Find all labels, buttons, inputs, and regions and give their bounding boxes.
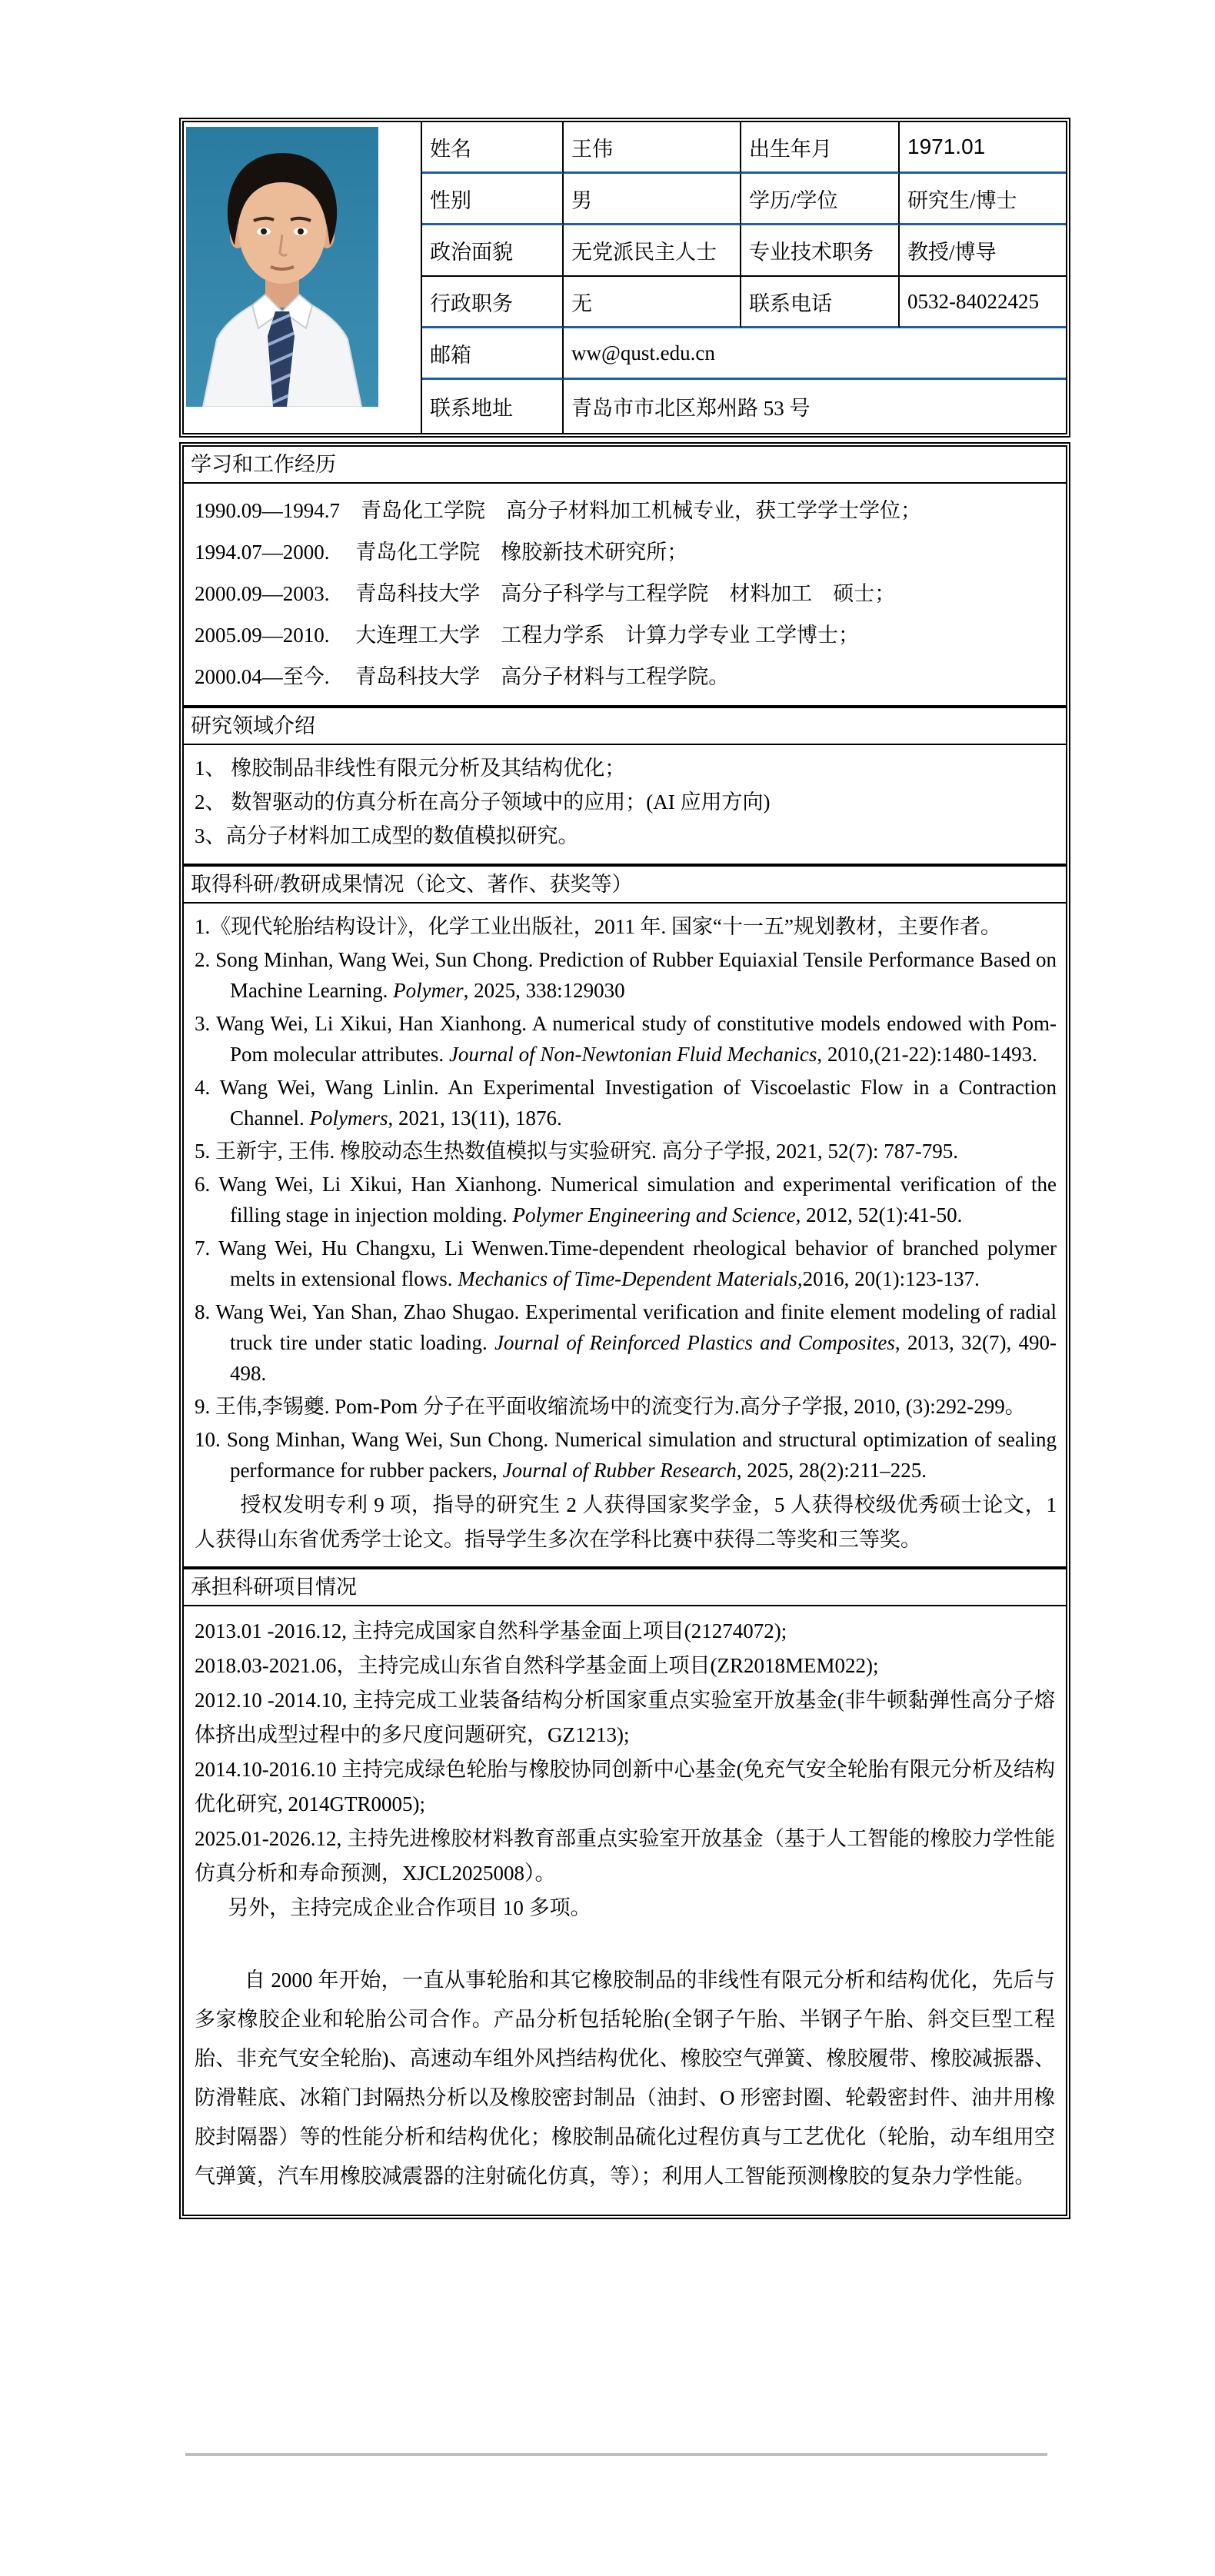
enterprise-projects-note: 另外，主持完成企业合作项目 10 多项。	[228, 1896, 591, 1919]
section-body-research-areas	[184, 745, 1066, 864]
section-body-projects	[184, 1606, 1066, 2215]
pupil-left	[261, 228, 267, 235]
value-birth: 1971.01	[900, 122, 1066, 174]
label-political: 政治面貌	[422, 225, 564, 277]
value-phone: 0532-84022425	[900, 277, 1066, 328]
education-row: 2000.04—至今. 青岛科技大学 高分子材料与工程学院。	[195, 665, 730, 688]
bottom-divider	[185, 2453, 1047, 2456]
value-admin-post: 无	[564, 277, 741, 328]
label-email: 邮箱	[422, 328, 564, 380]
value-address: 青岛市市北区郑州路 53 号	[571, 397, 811, 420]
project-item: 2025.01-2026.12, 主持先进橡胶材料教育部重点实验室开放基金（基于人工智能的橡胶力学性能仿真分析和寿命预测，XJCL2025008）。	[195, 1827, 1055, 1885]
publication-item: 1.《现代轮胎结构设计》，化学工业出版社，2011 年. 国家“十一五”规划教材，主要作者。	[195, 915, 1001, 938]
personal-info-table	[179, 118, 1070, 438]
publication-item: 9. 王伟,李锡夔. Pom-Pom 分子在平面收缩流场中的流变行为.高分子学报, 2010, (3):292-299。	[195, 1395, 1026, 1418]
label-birth: 出生年月	[741, 122, 900, 174]
section-title-education: 学习和工作经历	[184, 447, 1066, 484]
value-name: 王伟	[564, 122, 741, 174]
project-item: 2014.10-2016.10 主持完成绿色轮胎与橡胶协同创新中心基金(免充气安全轮胎有限元分析及结构优化研究, 2014GTR0005);	[195, 1758, 1055, 1816]
publication-item: 10. Song Minhan, Wang Wei, Sun Chong. Numerical simulation and structural optimization of sealing performance for rubber packers, Journal of Rubber Research, 2025, 28(2):211–225.	[195, 1428, 1057, 1482]
publication-item: 6. Wang Wei, Li Xikui, Han Xianhong. Numerical simulation and experimental verification of the filling stage in injection molding. Polymer Engineering and Science, 2012, 52(1):41-50.	[195, 1173, 1057, 1226]
awards-note: 授权发明专利 9 项，指导的研究生 2 人获得国家奖学金，5 人获得校级优秀硕士论文，1 人获得山东省优秀学士论文。指导学生多次在学科比赛中获得二等奖和三等奖。	[195, 1493, 1057, 1551]
label-title: 专业技术职务	[741, 225, 900, 277]
cv-content-table	[179, 442, 1070, 2219]
project-item: 2012.10 -2014.10, 主持完成工业装备结构分析国家重点实验室开放基金(非牛顿黏弹性高分子熔体挤出成型过程中的多尺度问题研究，GZ1213);	[195, 1689, 1055, 1746]
publication-item: 5. 王新宇, 王伟. 橡胶动态生热数值模拟与实验研究. 高分子学报, 2021, 52(7): 787-795.	[195, 1140, 958, 1163]
value-gender: 男	[564, 174, 741, 225]
section-body-achievements	[184, 904, 1066, 1566]
value-title: 教授/博导	[900, 225, 1066, 277]
project-item: 2013.01 -2016.12, 主持完成国家自然科学基金面上项目(21274072);	[195, 1619, 787, 1642]
section-title-projects: 承担科研项目情况	[184, 1566, 1066, 1606]
label-degree: 学历/学位	[741, 174, 900, 225]
label-address: 联系地址	[422, 380, 564, 433]
pupil-right	[298, 228, 304, 235]
education-row: 1990.09—1994.7 青岛化工学院 高分子材料加工机械专业，获工学学士学位；	[195, 499, 921, 522]
label-phone: 联系电话	[741, 277, 900, 328]
education-row: 2005.09—2010. 大连理工大学 工程力学系 计算力学专业 工学博士；	[195, 624, 859, 647]
career-summary: 自 2000 年开始，一直从事轮胎和其它橡胶制品的非线性有限元分析和结构优化，先后与多家橡胶企业和轮胎公司合作。产品分析包括轮胎(全钢子午胎、半钢子午胎、斜交巨型工程胎、非充气安全轮胎)、高速动车组外风挡结构优化、橡胶空气弹簧、橡胶履带、橡胶减振器、防滑鞋底、冰箱门封隔热分析以及橡胶密封制品（油封、O 形密封圈、轮毂密封件、油井用橡胶封隔器）等的性能分析和结构优化；橡胶制品硫化过程仿真与工艺优化（轮胎，动车组用空气弹簧，汽车用橡胶减震器的注射硫化仿真，等）；利用人工智能预测橡胶的复杂力学性能。	[195, 1969, 1055, 2188]
label-admin-post: 行政职务	[422, 277, 564, 328]
research-area-item: 1、 橡胶制品非线性有限元分析及其结构优化；	[195, 757, 626, 780]
education-row: 1994.07—2000. 青岛化工学院 橡胶新技术研究所；	[195, 541, 688, 564]
photo-cell	[184, 122, 422, 433]
label-name: 姓名	[422, 122, 564, 174]
label-gender: 性别	[422, 174, 564, 225]
section-body-education	[184, 484, 1066, 705]
value-degree: 研究生/博士	[900, 174, 1066, 225]
publication-item: 2. Song Minhan, Wang Wei, Sun Chong. Prediction of Rubber Equiaxial Tensile Performance Based on Machine Learning. Polymer, 2025, 338:129030	[195, 948, 1057, 1002]
publication-item: 3. Wang Wei, Li Xikui, Han Xianhong. A numerical study of constitutive models endowed with Pom-Pom molecular attributes. Journal of Non-Newtonian Fluid Mechanics, 2010,(21-22):1480-1493.	[195, 1012, 1057, 1066]
publication-item: 7. Wang Wei, Hu Changxu, Li Wenwen.Time-dependent rheological behavior of branched polymer melts in extensional flows. Mechanics of Time-Dependent Materials,2016, 20(1):123-137.	[195, 1236, 1057, 1290]
publication-item: 4. Wang Wei, Wang Linlin. An Experimental Investigation of Viscoelastic Flow in a Contraction Channel. Polymers, 2021, 13(11), 1876.	[195, 1076, 1057, 1130]
section-title-research-areas: 研究领域介绍	[184, 705, 1066, 745]
value-political: 无党派民主人士	[564, 225, 741, 277]
research-area-item: 2、 数智驱动的仿真分析在高分子领域中的应用；(AI 应用方向)	[195, 790, 771, 814]
section-title-achievements: 取得科研/教研成果情况（论文、著作、获奖等）	[184, 864, 1066, 904]
value-email: ww@qust.edu.cn	[564, 328, 1066, 380]
research-area-item: 3、高分子材料加工成型的数值模拟研究。	[195, 824, 579, 847]
publication-item: 8. Wang Wei, Yan Shan, Zhao Shugao. Experimental verification and finite element modeling of radial truck tire under static loading. Journal of Reinforced Plastics and Composites, 2013, 32(7), 490-498.	[195, 1300, 1057, 1385]
profile-photo	[186, 127, 378, 407]
project-item: 2018.03-2021.06，主持完成山东省自然科学基金面上项目(ZR2018MEM022);	[195, 1654, 879, 1677]
education-row: 2000.09—2003. 青岛科技大学 高分子科学与工程学院 材料加工 硕士；	[195, 582, 896, 605]
